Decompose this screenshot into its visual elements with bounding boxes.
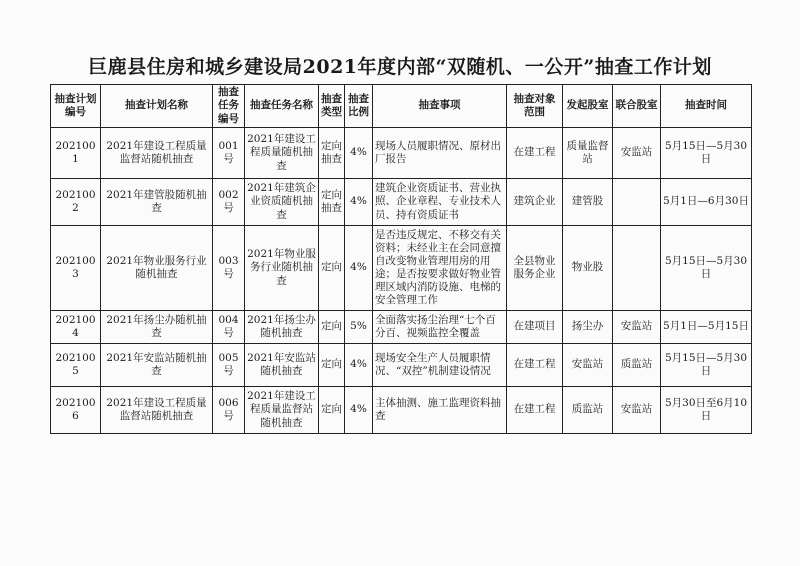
cell-task-no: 006号 — [213, 387, 245, 434]
cell-scope: 在建工程 — [507, 128, 563, 179]
cell-scope: 在建工程 — [507, 387, 563, 434]
cell-type: 定向抽查 — [319, 128, 345, 179]
cell-joint: 安监站 — [613, 387, 661, 434]
cell-joint — [613, 226, 661, 311]
cell-time: 5月15日—5月30日 — [661, 226, 752, 311]
cell-joint: 安监站 — [613, 128, 661, 179]
cell-time: 5月1日—6月30日 — [661, 179, 752, 226]
cell-task-name: 2021年扬尘办随机抽查 — [245, 311, 319, 344]
cell-joint — [613, 179, 661, 226]
cell-task-name: 2021年建设工程质量监督站随机抽查 — [245, 387, 319, 434]
cell-task-name: 2021年物业服务行业随机抽查 — [245, 226, 319, 311]
cell-initiator: 质监站 — [563, 387, 613, 434]
cell-initiator: 建管股 — [563, 179, 613, 226]
cell-task-no: 003号 — [213, 226, 245, 311]
header-task-name: 抽查任务名称 — [245, 85, 319, 128]
table-row — [51, 128, 752, 179]
cell-task-name: 2021年建设工程质量随机抽查 — [245, 128, 319, 179]
table-row — [51, 179, 752, 226]
cell-items: 全面落实扬尘治理“七个百分百、视频监控全覆盖 — [373, 311, 507, 344]
cell-ratio: 4% — [345, 226, 373, 311]
cell-plan-no: 2021004 — [51, 311, 101, 344]
cell-time: 5月15日—5月30日 — [661, 344, 752, 387]
table-header-row — [51, 85, 752, 128]
header-plan-name: 抽查计划名称 — [101, 85, 213, 128]
page-title: 巨鹿县住房和城乡建设局2021年度内部“双随机、一公开”抽查工作计划 — [88, 56, 712, 78]
table-row — [51, 226, 752, 311]
cell-plan-no: 2021005 — [51, 344, 101, 387]
cell-task-no: 005号 — [213, 344, 245, 387]
cell-items: 主体抽测、施工监理资料抽查 — [373, 387, 507, 434]
cell-plan-no: 2021001 — [51, 128, 101, 179]
cell-joint: 质监站 — [613, 344, 661, 387]
header-joint: 联合股室 — [613, 85, 661, 128]
inspection-plan-table — [50, 84, 752, 434]
cell-type: 定向抽查 — [319, 179, 345, 226]
header-time: 抽查时间 — [661, 85, 752, 128]
cell-scope: 全县物业服务企业 — [507, 226, 563, 311]
cell-plan-name: 2021年安监站随机抽查 — [101, 344, 213, 387]
cell-type: 定向 — [319, 344, 345, 387]
cell-ratio: 4% — [345, 179, 373, 226]
header-scope: 抽查对象范围 — [507, 85, 563, 128]
cell-scope: 建筑企业 — [507, 179, 563, 226]
table-row — [51, 387, 752, 434]
table-row — [51, 311, 752, 344]
cell-joint: 安监站 — [613, 311, 661, 344]
header-initiator: 发起股室 — [563, 85, 613, 128]
cell-plan-name: 2021年扬尘办随机抽查 — [101, 311, 213, 344]
cell-plan-name: 2021年物业服务行业随机抽查 — [101, 226, 213, 311]
cell-task-no: 001号 — [213, 128, 245, 179]
cell-type: 定向 — [319, 311, 345, 344]
cell-time: 5月1日—5月15日 — [661, 311, 752, 344]
header-task-no: 抽查任务编号 — [213, 85, 245, 128]
header-ratio: 抽查比例 — [345, 85, 373, 128]
cell-task-name: 2021年建筑企业资质随机抽查 — [245, 179, 319, 226]
cell-initiator: 安监站 — [563, 344, 613, 387]
cell-type: 定向 — [319, 387, 345, 434]
cell-scope: 在建项目 — [507, 311, 563, 344]
cell-plan-name: 2021年建管股随机抽查 — [101, 179, 213, 226]
cell-initiator: 物业股 — [563, 226, 613, 311]
header-plan-no: 抽查计划编号 — [51, 85, 101, 128]
header-type: 抽查类型 — [319, 85, 345, 128]
cell-ratio: 4% — [345, 128, 373, 179]
cell-plan-no: 2021006 — [51, 387, 101, 434]
cell-task-name: 2021年安监站随机抽查 — [245, 344, 319, 387]
cell-initiator: 质量监督站 — [563, 128, 613, 179]
table-row — [51, 344, 752, 387]
cell-ratio: 4% — [345, 344, 373, 387]
header-items: 抽查事项 — [373, 85, 507, 128]
cell-plan-name: 2021年建设工程质量监督站随机抽查 — [101, 387, 213, 434]
cell-time: 5月15日—5月30日 — [661, 128, 752, 179]
cell-initiator: 扬尘办 — [563, 311, 613, 344]
cell-task-no: 002号 — [213, 179, 245, 226]
cell-ratio: 5% — [345, 311, 373, 344]
cell-items: 建筑企业资质证书、营业执照、企业章程、专业技术人员、持有资质证书 — [373, 179, 507, 226]
cell-type: 定向 — [319, 226, 345, 311]
cell-plan-no: 2021003 — [51, 226, 101, 311]
cell-ratio: 4% — [345, 387, 373, 434]
cell-items: 现场人员履职情况、原材出厂报告 — [373, 128, 507, 179]
cell-task-no: 004号 — [213, 311, 245, 344]
cell-plan-no: 2021002 — [51, 179, 101, 226]
cell-items: 是否违反规定、不移交有关资料；未经业主在会同意擅自改变物业管理用房的用途；是否按要求做好物业管理区域内消防设施、电梯的安全管理工作 — [373, 226, 507, 311]
cell-items: 现场安全生产人员履职情况、“双控”机制建设情况 — [373, 344, 507, 387]
cell-time: 5月30日至6月10日 — [661, 387, 752, 434]
cell-plan-name: 2021年建设工程质量监督站随机抽查 — [101, 128, 213, 179]
cell-scope: 在建工程 — [507, 344, 563, 387]
